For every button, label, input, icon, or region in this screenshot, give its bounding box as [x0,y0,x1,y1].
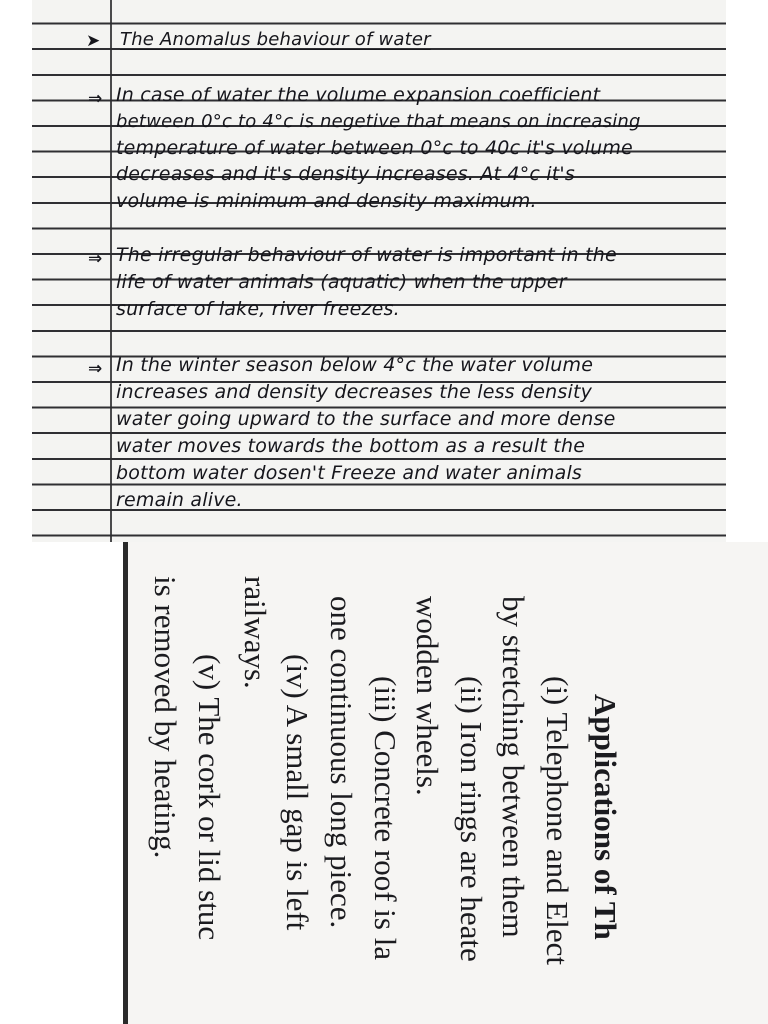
textbook-line: (ii) Iron rings are heate [454,676,489,962]
textbook-line: railways. [238,576,273,689]
paragraph2-line: surface of lake, river freezes. [116,298,400,320]
paragraph1-line: volume is minimum and density maximum. [116,190,537,212]
photo-left-edge [0,0,32,542]
paragraph3-line: water moves towards the bottom as a result the [116,435,586,457]
paragraph2-line: The irregular behaviour of water is important in the [116,244,617,266]
paragraph3-line: In the winter season below 4°c the water volume [116,354,594,376]
textbook-line: one continuous long piece. [324,596,359,929]
page-binding-edge [123,542,128,1024]
paragraph3-line: increases and density decreases the less density [116,381,593,403]
paragraph3-line: remain alive. [116,489,243,511]
margin-line [110,0,112,542]
textbook-line: (i) Telephone and Elect [540,676,575,966]
textbook-line: (iii) Concrete roof is la [368,676,403,961]
paragraph3-line: bottom water dosen't Freeze and water animals [116,462,583,484]
paragraph1-line: decreases and it's density increases. At 4°c it's [116,163,575,185]
paragraph3-line: water going upward to the surface and more dense [116,408,616,430]
textbook-line: (v) The cork or lid stuc [192,654,227,941]
paragraph-arrow-icon: ⇒ [88,249,103,269]
note-title: The Anomalus behaviour of water [120,29,431,50]
paragraph-arrow-icon: ⇒ [88,89,103,109]
paragraph1-line: between 0°c to 4°c is negetive that means on increasing [116,111,641,132]
textbook-line: wodden wheels. [410,596,445,796]
paragraph1-line: temperature of water between 0°c to 40c it's volume [116,137,633,159]
title-bullet-icon: ➤ [86,31,101,51]
paragraph-arrow-icon: ⇒ [88,359,103,379]
paragraph1-line: In case of water the volume expansion coefficient [116,84,601,106]
textbook-line: is removed by heating. [148,576,183,859]
textbook-line: by stretching between them [496,596,531,938]
textbook-line: (iv) A small gap is left [280,654,315,931]
textbook-photo [0,542,768,1024]
textbook-heading: Applications of Th [588,694,623,940]
paragraph2-line: life of water animals (aquatic) when the upper [116,271,567,293]
photo-right-edge [726,0,768,542]
